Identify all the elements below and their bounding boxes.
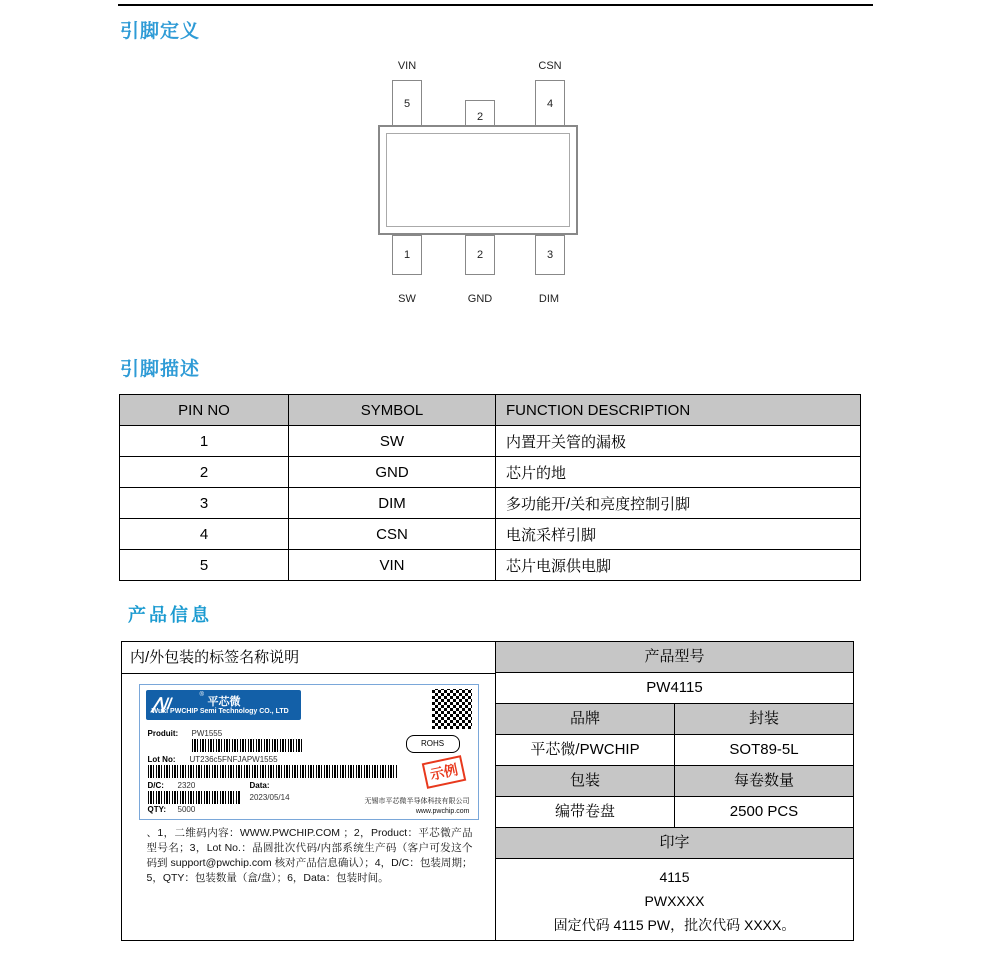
value-package: SOT89-5L bbox=[729, 741, 799, 758]
pin-box-bottom-mid bbox=[465, 235, 495, 275]
label-field-product: Produit: bbox=[147, 729, 179, 738]
logo-chinese-name: 平芯微 bbox=[207, 696, 241, 708]
qr-code-icon bbox=[432, 689, 472, 729]
cell-pin-no: 4 bbox=[120, 519, 289, 550]
label-value-product: PW1555 bbox=[191, 729, 223, 738]
package-diagram bbox=[370, 55, 600, 320]
label-value-dc: 2320 bbox=[177, 781, 196, 790]
product-spec-column bbox=[496, 642, 853, 940]
packing-qty-header-row bbox=[496, 766, 853, 797]
label-field-data: Data: bbox=[249, 781, 270, 790]
package-body bbox=[378, 125, 578, 235]
table-row bbox=[120, 550, 861, 581]
section-title-pin-definition: 引脚定义 bbox=[120, 21, 201, 42]
cell-description: 芯片电源供电脚 bbox=[496, 550, 861, 581]
pin-number-bottom-2: 2 bbox=[476, 249, 484, 261]
pin-description-table bbox=[119, 394, 861, 581]
sample-stamp: 示例 bbox=[421, 755, 466, 789]
cell-symbol: DIM bbox=[289, 488, 496, 519]
pin-box-bottom-left bbox=[392, 235, 422, 275]
section-title-product-info: 产品信息 bbox=[128, 605, 212, 625]
cell-pin-no: 1 bbox=[120, 426, 289, 457]
registered-trademark-icon: ® bbox=[199, 692, 204, 698]
cell-pin-no: 2 bbox=[120, 457, 289, 488]
section-title-pin-description: 引脚描述 bbox=[120, 359, 201, 380]
marking-content bbox=[496, 859, 853, 937]
table-row bbox=[120, 426, 861, 457]
header-product-model: 产品型号 bbox=[496, 642, 853, 672]
value-packing: 编带卷盘 bbox=[496, 797, 675, 827]
cell-symbol: CSN bbox=[289, 519, 496, 550]
pin-label-vin: VIN bbox=[397, 60, 417, 72]
marking-line-3: 固定代码 4115 PW，批次代码 XXXX。 bbox=[553, 917, 796, 933]
company-logo bbox=[146, 690, 301, 720]
pin-label-dim: DIM bbox=[538, 293, 560, 305]
cell-description: 多功能开/关和亮度控制引脚 bbox=[496, 488, 861, 519]
cell-description: 芯片的地 bbox=[496, 457, 861, 488]
product-model-header-row bbox=[496, 642, 853, 673]
marking-line-2: PWXXXX bbox=[644, 893, 705, 909]
pin-box-top-right bbox=[535, 80, 565, 127]
marking-line-1: 4115 bbox=[659, 869, 690, 885]
barcode-product bbox=[192, 739, 302, 752]
logo-mark-icon: ⋀// bbox=[151, 696, 171, 713]
header-packing: 包装 bbox=[496, 766, 675, 796]
table-row bbox=[120, 488, 861, 519]
label-value-lot: UT236c5FNFJAPW1555 bbox=[189, 755, 278, 764]
cell-symbol: VIN bbox=[289, 550, 496, 581]
cell-symbol: SW bbox=[289, 426, 496, 457]
header-qty-per-reel: 每卷数量 bbox=[675, 766, 853, 796]
cell-pin-no: 3 bbox=[120, 488, 289, 519]
label-value-data: 2023/05/14 bbox=[249, 793, 290, 802]
label-artwork-wrap bbox=[139, 684, 479, 940]
cell-pin-no: 5 bbox=[120, 550, 289, 581]
pin-label-csn: CSN bbox=[538, 60, 562, 72]
pin-label-gnd: GND bbox=[467, 293, 493, 305]
label-value-qty: 5000 bbox=[177, 805, 196, 814]
pin-box-bottom-right bbox=[535, 235, 565, 275]
packing-qty-value-row bbox=[496, 797, 853, 828]
label-notes: 、1，二维码内容：WWW.PWCHIP.COM ；2，Product：平芯微产品型号名；3，Lot No.：晶圆批次代码/内部系统生产码（客户可发这个码到 support@pwchip.com 核对产品信息确认）；4，D/C：包装周期；5，QTY：包装数量（盒/盘）；6，Data：包装时间。 bbox=[146, 827, 473, 884]
header-function-description: FUNCTION DESCRIPTION bbox=[496, 395, 861, 426]
pin-label-sw: SW bbox=[398, 293, 416, 305]
pin-number-top-2: 2 bbox=[476, 110, 484, 123]
pin-box-top-mid bbox=[465, 100, 495, 127]
logo-english-name: Wuxi PWCHIP Semi Technology CO., LTD bbox=[151, 708, 289, 715]
barcode-lot bbox=[148, 765, 398, 778]
table-row bbox=[120, 519, 861, 550]
value-qty-per-reel: 2500 PCS bbox=[729, 803, 799, 820]
table-row bbox=[120, 457, 861, 488]
label-footer-url: www.pwchip.com bbox=[415, 808, 470, 815]
pin-number-5: 5 bbox=[403, 97, 411, 110]
label-footer-company: 无锡市平芯微半导体科技有限公司 bbox=[364, 798, 470, 805]
barcode-dc bbox=[148, 791, 240, 804]
marking-header-row bbox=[496, 828, 853, 859]
label-field-qty: QTY: bbox=[147, 805, 167, 814]
value-product-model: PW4115 bbox=[646, 679, 703, 696]
label-explanation-header: 内/外包装的标签名称说明 bbox=[122, 642, 495, 674]
header-brand: 品牌 bbox=[496, 704, 675, 734]
rohs-badge: ROHS bbox=[406, 735, 460, 753]
product-info-table bbox=[121, 641, 854, 941]
header-symbol: SYMBOL bbox=[289, 395, 496, 426]
pin-number-3: 3 bbox=[546, 249, 554, 261]
cell-description: 电流采样引脚 bbox=[496, 519, 861, 550]
label-field-dc: D/C: bbox=[147, 781, 164, 790]
cell-symbol: GND bbox=[289, 457, 496, 488]
product-model-value-row bbox=[496, 673, 853, 704]
product-label-card bbox=[139, 684, 479, 820]
header-package: 封装 bbox=[675, 704, 853, 734]
label-field-lot: Lot No: bbox=[147, 755, 176, 764]
pin-box-top-left bbox=[392, 80, 422, 127]
brand-package-value-row bbox=[496, 735, 853, 766]
cell-description: 内置开关管的漏极 bbox=[496, 426, 861, 457]
table-header-row bbox=[120, 395, 861, 426]
label-explanation-column bbox=[122, 642, 496, 940]
pin-number-1: 1 bbox=[403, 249, 411, 261]
value-brand: 平芯微/PWCHIP bbox=[496, 735, 675, 765]
brand-package-header-row bbox=[496, 704, 853, 735]
header-pin-no: PIN NO bbox=[120, 395, 289, 426]
top-divider bbox=[118, 4, 873, 6]
package-body-inner bbox=[386, 133, 570, 227]
header-marking: 印字 bbox=[496, 828, 853, 858]
pin-number-4: 4 bbox=[546, 97, 554, 110]
